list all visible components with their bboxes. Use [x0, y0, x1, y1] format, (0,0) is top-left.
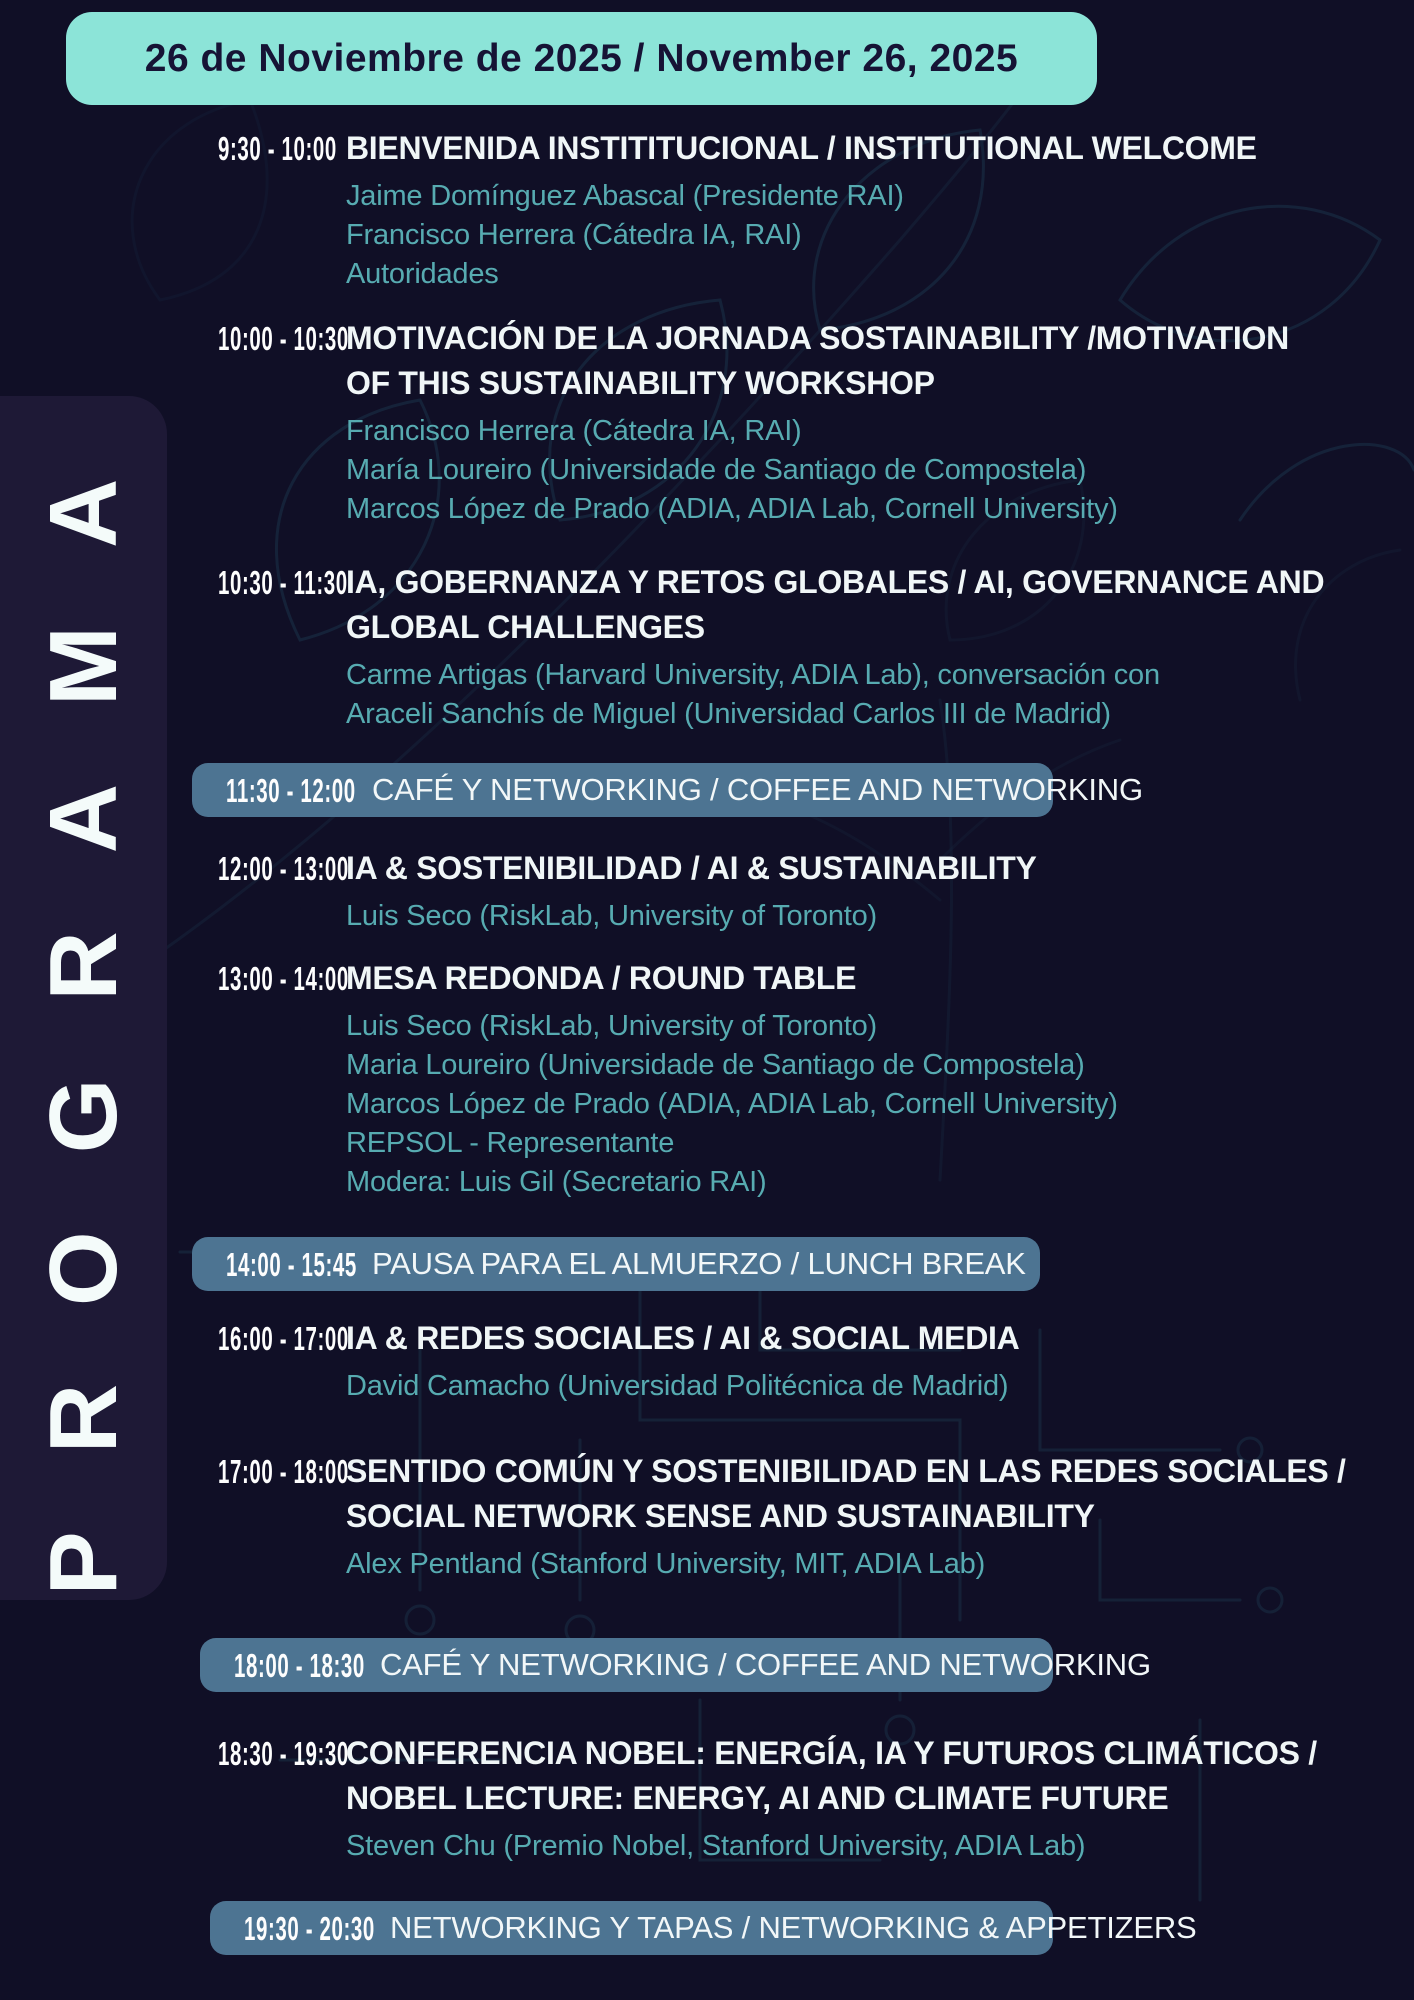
session-speakers — [346, 1367, 1414, 1406]
session-speakers — [346, 1007, 1414, 1202]
session-content — [346, 956, 1414, 1202]
session-title-line: CONFERENCIA NOBEL: ENERGÍA, IA Y FUTUROS CLIMÁTICOS / — [346, 1735, 1317, 1771]
vertical-title: PROGRAMA — [29, 400, 137, 1596]
break-time-text: 19:30 - 20:30 — [244, 1909, 375, 1947]
session-time-text: 9:30 - 10:00 — [218, 130, 337, 167]
speaker-line: Carme Artigas (Harvard University, ADIA Lab), conversación con — [346, 659, 1160, 691]
break-time-text: 18:00 - 18:30 — [234, 1646, 365, 1684]
session-title-line: SENTIDO COMÚN Y SOSTENIBILIDAD EN LAS REDES SOCIALES / — [346, 1453, 1346, 1489]
speaker-line: Maria Loureiro (Universidade de Santiago de Compostela) — [346, 1049, 1085, 1081]
speaker-line: Alex Pentland (Stanford University, MIT, ADIA Lab) — [346, 1548, 986, 1580]
session-title-line: NOBEL LECTURE: ENERGY, AI AND CLIMATE FUTURE — [346, 1780, 1169, 1816]
session-time-text: 10:30 - 11:30 — [218, 564, 348, 601]
session-time-text: 18:30 - 19:30 — [218, 1735, 349, 1772]
sidebar-panel — [0, 396, 167, 1600]
speaker-line: Marcos López de Prado (ADIA, ADIA Lab, Cornell University) — [346, 493, 1118, 525]
schedule-session — [218, 1449, 1414, 1584]
break-title: CAFÉ Y NETWORKING / COFFEE AND NETWORKING — [372, 772, 1143, 807]
session-content — [346, 1731, 1414, 1866]
break-time-text: 14:00 - 15:45 — [226, 1245, 357, 1283]
date-banner — [66, 12, 1097, 105]
break-time — [234, 1643, 365, 1688]
session-time-text: 10:00 - 10:30 — [218, 320, 349, 357]
date-banner-text: 26 de Noviembre de 2025 / November 26, 2025 — [144, 36, 1019, 80]
schedule-break-bar — [192, 763, 1143, 817]
session-title-line: SOCIAL NETWORK SENSE AND SUSTAINABILITY — [346, 1498, 1095, 1534]
speaker-line: Francisco Herrera (Cátedra IA, RAI) — [346, 219, 802, 251]
session-time — [218, 316, 349, 361]
session-speakers — [346, 412, 1414, 529]
session-content — [346, 846, 1414, 936]
speaker-line: Luis Seco (RiskLab, University of Toronto) — [346, 900, 878, 932]
speaker-line: Modera: Luis Gil (Secretario RAI) — [346, 1166, 767, 1198]
break-time-text: 11:30 - 12:00 — [226, 771, 356, 809]
break-time — [226, 768, 354, 813]
session-speakers — [346, 897, 1414, 936]
session-title-line: IA, GOBERNANZA Y RETOS GLOBALES / AI, GOVERNANCE AND — [346, 564, 1325, 600]
schedule-break-bar — [210, 1901, 1197, 1955]
speaker-line: David Camacho (Universidad Politécnica de Madrid) — [346, 1370, 1009, 1402]
session-content — [346, 560, 1414, 734]
break-title: PAUSA PARA EL ALMUERZO / LUNCH BREAK — [372, 1246, 1026, 1281]
speaker-line: María Loureiro (Universidade de Santiago de Compostela) — [346, 454, 1087, 486]
schedule-session — [218, 956, 1414, 1202]
session-title-line: MOTIVACIÓN DE LA JORNADA SOSTAINABILITY /MOTIVATION — [346, 320, 1289, 356]
speaker-line: Araceli Sanchís de Miguel (Universidad Carlos III de Madrid) — [346, 698, 1111, 730]
break-title: NETWORKING Y TAPAS / NETWORKING & APPETIZERS — [390, 1910, 1197, 1945]
session-time — [218, 560, 346, 605]
speaker-line: Steven Chu (Premio Nobel, Stanford University, ADIA Lab) — [346, 1830, 1086, 1862]
session-speakers — [346, 1545, 1414, 1584]
schedule-break-bar — [192, 1237, 1040, 1291]
schedule-session — [218, 126, 1414, 294]
speaker-line: Marcos López de Prado (ADIA, ADIA Lab, Cornell University) — [346, 1088, 1118, 1120]
break-time — [226, 1242, 357, 1287]
session-title-line: IA & SOSTENIBILIDAD / AI & SUSTAINABILITY — [346, 850, 1037, 886]
session-title-line: GLOBAL CHALLENGES — [346, 609, 705, 645]
session-content — [346, 316, 1414, 529]
session-title-line: OF THIS SUSTAINABILITY WORKSHOP — [346, 365, 935, 401]
session-speakers — [346, 656, 1414, 734]
session-content — [346, 1449, 1414, 1584]
session-title-line: IA & REDES SOCIALES / AI & SOCIAL MEDIA — [346, 1320, 1020, 1356]
speaker-line: REPSOL - Representante — [346, 1127, 675, 1159]
session-time-text: 13:00 - 14:00 — [218, 960, 349, 997]
schedule-session — [218, 1316, 1414, 1406]
break-title: CAFÉ Y NETWORKING / COFFEE AND NETWORKING — [380, 1647, 1151, 1682]
session-title-line: BIENVENIDA INSTITITUCIONAL / INSTITUTIONAL WELCOME — [346, 130, 1257, 166]
speaker-line: Jaime Domínguez Abascal (Presidente RAI) — [346, 180, 904, 212]
speaker-line: Francisco Herrera (Cátedra IA, RAI) — [346, 415, 802, 447]
session-time — [218, 1449, 349, 1494]
schedule-session — [218, 846, 1414, 936]
schedule-break-bar — [200, 1638, 1151, 1692]
session-speakers — [346, 1827, 1414, 1866]
schedule-session — [218, 560, 1414, 734]
session-time-text: 16:00 - 17:00 — [218, 1320, 349, 1357]
session-time — [218, 956, 349, 1001]
session-title-line: MESA REDONDA / ROUND TABLE — [346, 960, 857, 996]
speaker-line: Autoridades — [346, 258, 499, 290]
session-time — [218, 1316, 349, 1361]
session-content — [346, 1316, 1414, 1406]
session-time — [218, 1731, 349, 1776]
schedule-session — [218, 316, 1414, 529]
session-content — [346, 126, 1414, 294]
session-time — [218, 126, 346, 171]
session-time-text: 17:00 - 18:00 — [218, 1453, 349, 1490]
break-time — [244, 1906, 375, 1951]
speaker-line: Luis Seco (RiskLab, University of Toronto) — [346, 1010, 878, 1042]
session-time-text: 12:00 - 13:00 — [218, 850, 349, 887]
session-time — [218, 846, 349, 891]
schedule-session — [218, 1731, 1414, 1866]
session-speakers — [346, 177, 1414, 294]
